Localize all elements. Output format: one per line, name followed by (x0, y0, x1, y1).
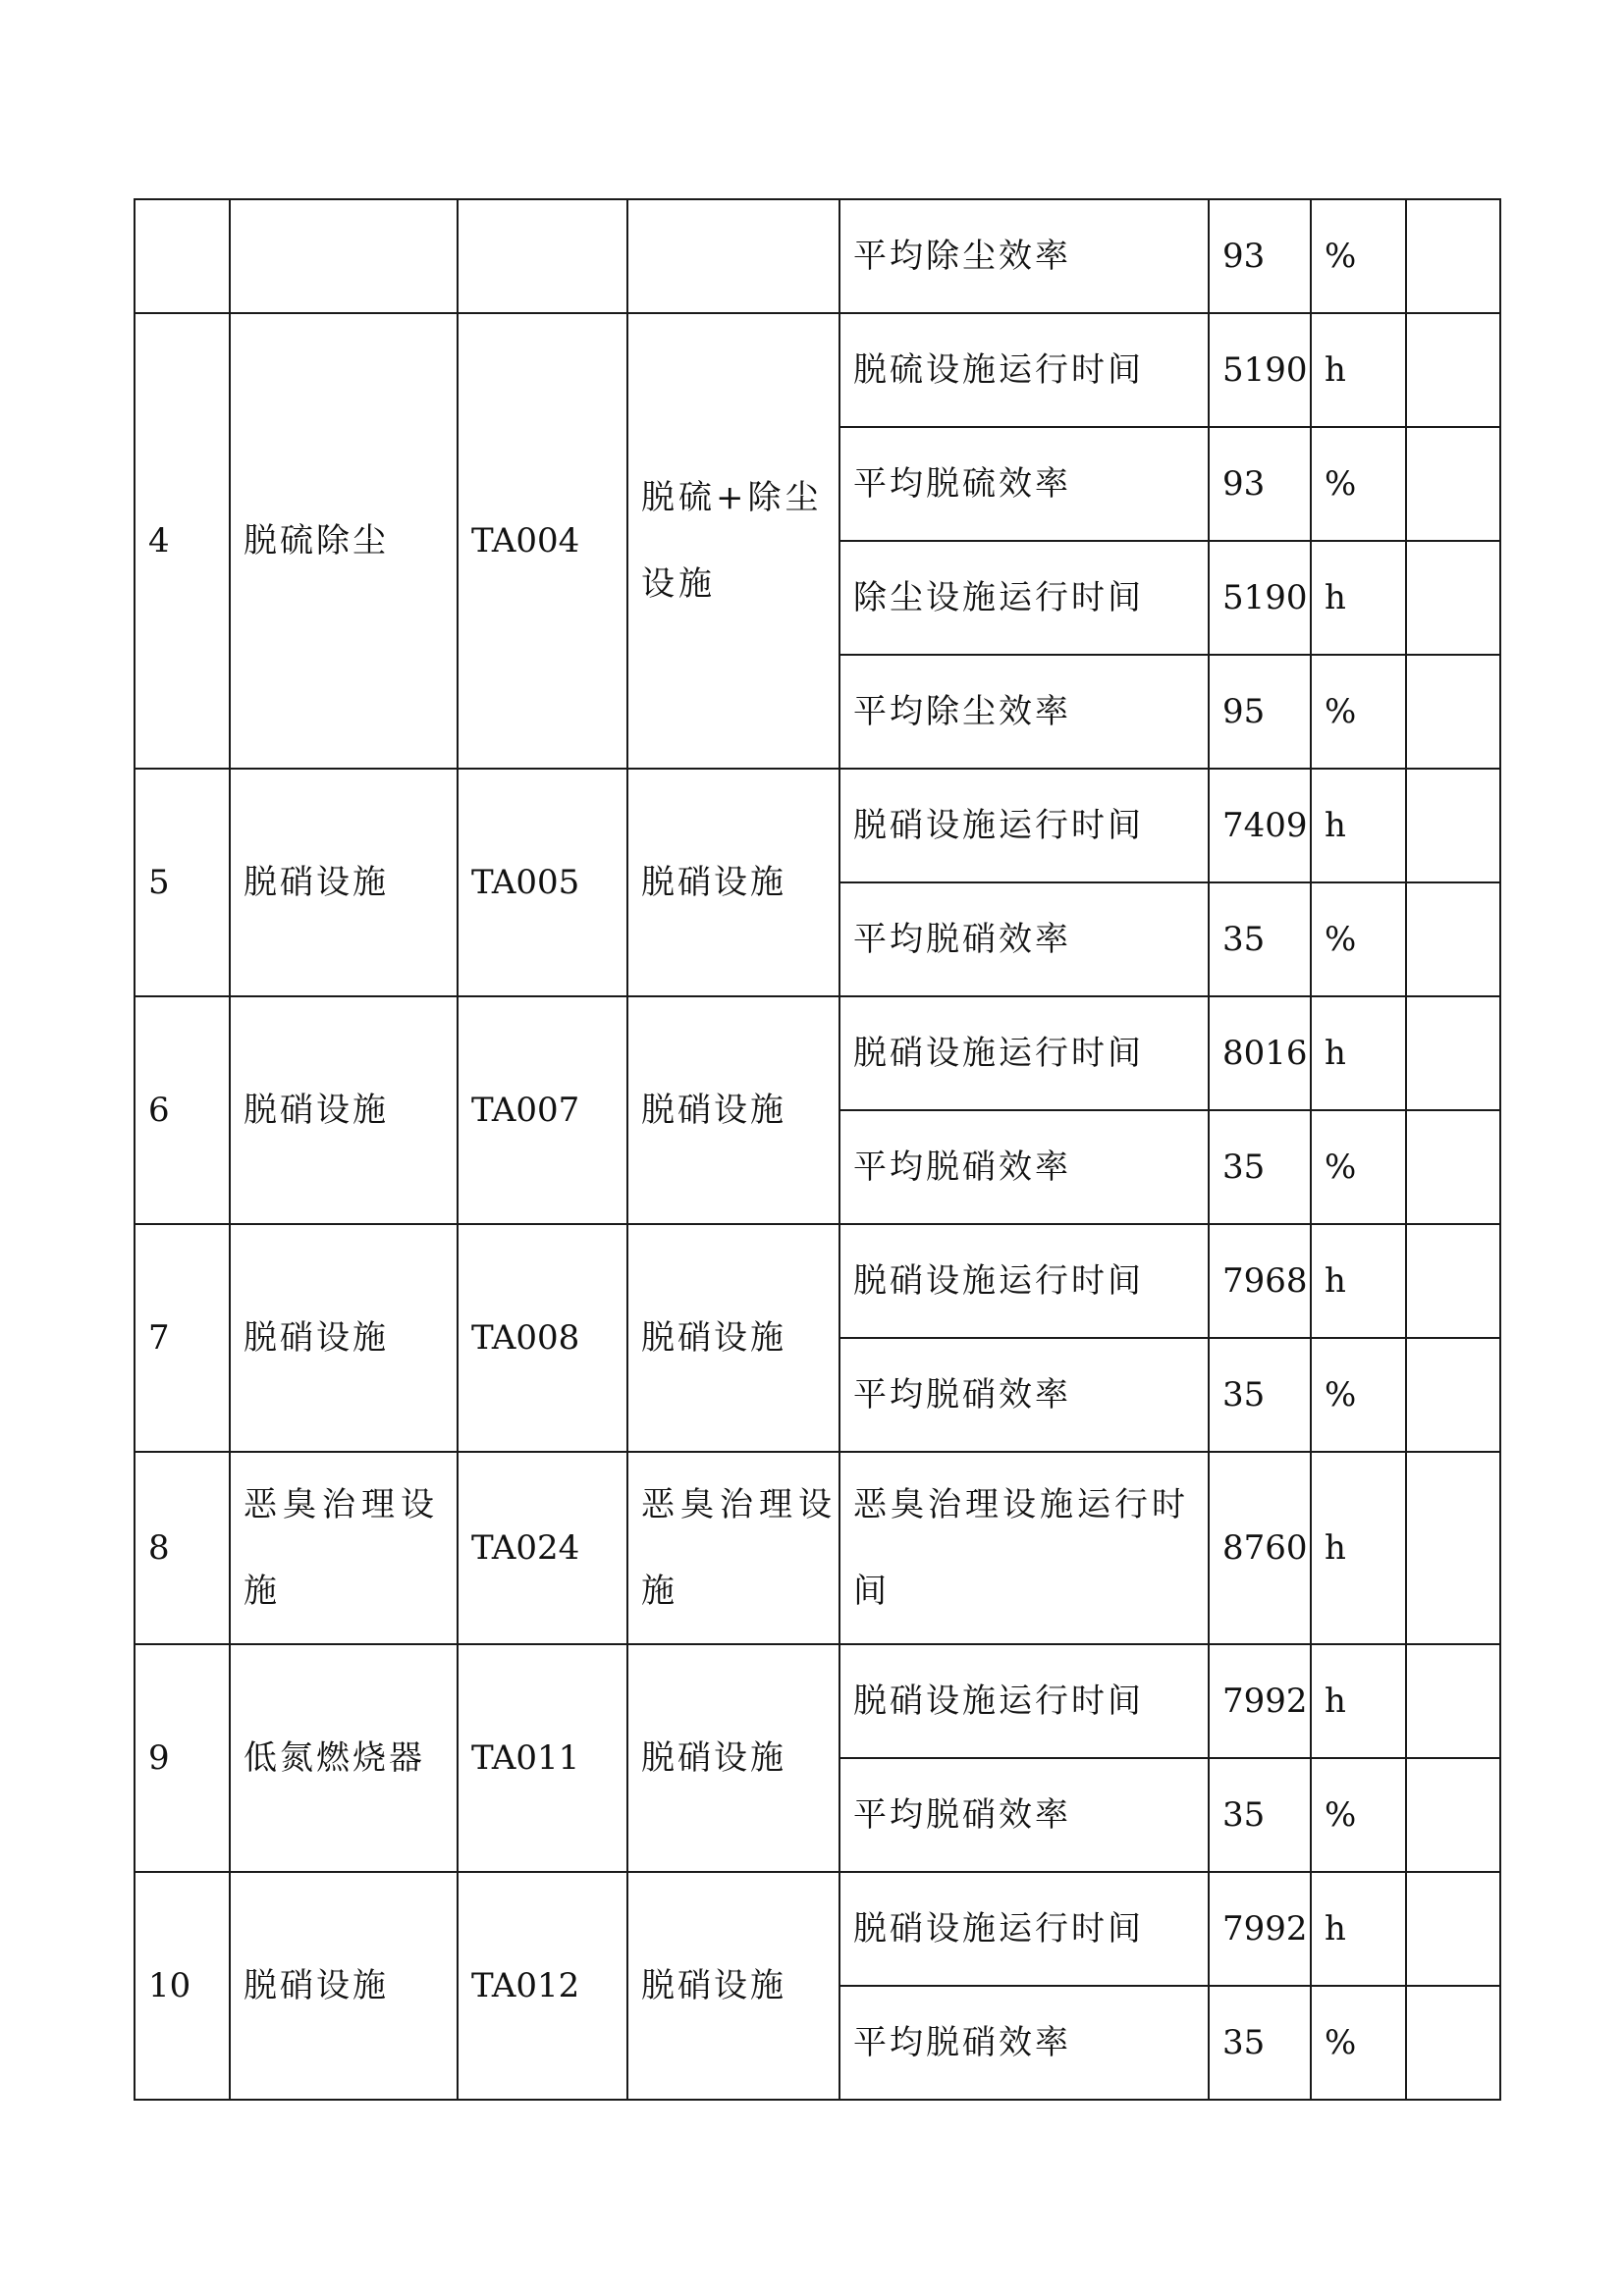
param-unit-cell: % (1311, 655, 1406, 769)
param-unit-cell: h (1311, 1644, 1406, 1758)
facility-type-cell: 脱硝设施 (627, 1224, 839, 1452)
param-value-cell: 8016 (1209, 996, 1311, 1110)
param-note-cell (1406, 1986, 1500, 2100)
row-number-cell: 6 (135, 996, 230, 1224)
param-note-cell (1406, 1110, 1500, 1224)
param-name-cell: 平均除尘效率 (839, 655, 1209, 769)
param-note-cell (1406, 1452, 1500, 1644)
facility-code-cell (458, 199, 627, 313)
facility-name-cell: 脱硝设施 (230, 769, 458, 996)
table-row (135, 996, 1500, 1110)
param-name-cell: 脱硝设施运行时间 (839, 996, 1209, 1110)
facility-code-cell: TA005 (458, 769, 627, 996)
param-unit-cell: h (1311, 1452, 1406, 1644)
param-name-cell: 平均脱硝效率 (839, 882, 1209, 996)
facility-type-cell: 脱硝设施 (627, 769, 839, 996)
facility-type-cell: 恶臭治理设施 (627, 1452, 839, 1644)
param-value-cell: 93 (1209, 427, 1311, 541)
table-row (135, 1644, 1500, 1758)
param-value-cell: 35 (1209, 1758, 1311, 1872)
param-name-cell: 脱硝设施运行时间 (839, 1872, 1209, 1986)
param-name-cell: 平均脱硫效率 (839, 427, 1209, 541)
param-value-cell: 95 (1209, 655, 1311, 769)
param-value-cell: 5190 (1209, 541, 1311, 655)
facility-name-cell: 脱硫除尘 (230, 313, 458, 769)
param-unit-cell: h (1311, 769, 1406, 882)
facility-code-cell: TA007 (458, 996, 627, 1224)
param-unit-cell: % (1311, 199, 1406, 313)
row-number-cell: 10 (135, 1872, 230, 2100)
param-value-cell: 8760 (1209, 1452, 1311, 1644)
facility-code-cell: TA012 (458, 1872, 627, 2100)
facility-parameter-table (134, 198, 1501, 2101)
table-row (135, 1224, 1500, 1338)
param-note-cell (1406, 769, 1500, 882)
facility-name-cell: 脱硝设施 (230, 1872, 458, 2100)
param-note-cell (1406, 541, 1500, 655)
param-note-cell (1406, 1872, 1500, 1986)
facility-name-cell (230, 199, 458, 313)
row-number-cell: 8 (135, 1452, 230, 1644)
param-value-cell: 7992 (1209, 1644, 1311, 1758)
param-value-cell: 35 (1209, 882, 1311, 996)
param-name-cell: 平均除尘效率 (839, 199, 1209, 313)
param-unit-cell: % (1311, 1110, 1406, 1224)
facility-type-cell: 脱硝设施 (627, 996, 839, 1224)
param-value-cell: 7409 (1209, 769, 1311, 882)
facility-code-cell: TA024 (458, 1452, 627, 1644)
facility-name-cell: 脱硝设施 (230, 996, 458, 1224)
param-unit-cell: % (1311, 427, 1406, 541)
param-value-cell: 93 (1209, 199, 1311, 313)
param-note-cell (1406, 199, 1500, 313)
param-unit-cell: % (1311, 1338, 1406, 1452)
param-note-cell (1406, 313, 1500, 427)
facility-name-cell: 脱硝设施 (230, 1224, 458, 1452)
param-note-cell (1406, 1644, 1500, 1758)
facility-code-cell: TA011 (458, 1644, 627, 1872)
param-value-cell: 7992 (1209, 1872, 1311, 1986)
param-name-cell: 平均脱硝效率 (839, 1338, 1209, 1452)
row-number-cell: 7 (135, 1224, 230, 1452)
param-name-cell: 平均脱硝效率 (839, 1986, 1209, 2100)
param-name-cell: 脱硫设施运行时间 (839, 313, 1209, 427)
param-note-cell (1406, 1338, 1500, 1452)
param-unit-cell: % (1311, 882, 1406, 996)
table-row (135, 769, 1500, 882)
param-unit-cell: h (1311, 1872, 1406, 1986)
param-value-cell: 35 (1209, 1338, 1311, 1452)
param-name-cell: 平均脱硝效率 (839, 1110, 1209, 1224)
facility-code-cell: TA004 (458, 313, 627, 769)
param-note-cell (1406, 655, 1500, 769)
facility-name-cell: 低氮燃烧器 (230, 1644, 458, 1872)
param-name-cell: 脱硝设施运行时间 (839, 1644, 1209, 1758)
param-note-cell (1406, 1224, 1500, 1338)
param-name-cell: 恶臭治理设施运行时间 (839, 1452, 1209, 1644)
param-name-cell: 除尘设施运行时间 (839, 541, 1209, 655)
facility-type-cell (627, 199, 839, 313)
table-row (135, 1872, 1500, 1986)
param-name-cell: 平均脱硝效率 (839, 1758, 1209, 1872)
param-note-cell (1406, 996, 1500, 1110)
row-number-cell: 4 (135, 313, 230, 769)
param-unit-cell: % (1311, 1986, 1406, 2100)
param-name-cell: 脱硝设施运行时间 (839, 1224, 1209, 1338)
param-unit-cell: % (1311, 1758, 1406, 1872)
param-name-cell: 脱硝设施运行时间 (839, 769, 1209, 882)
param-unit-cell: h (1311, 541, 1406, 655)
row-number-cell: 9 (135, 1644, 230, 1872)
table-row (135, 313, 1500, 427)
param-value-cell: 7968 (1209, 1224, 1311, 1338)
param-note-cell (1406, 882, 1500, 996)
facility-name-cell: 恶臭治理设施 (230, 1452, 458, 1644)
table-row (135, 199, 1500, 313)
facility-type-cell: 脱硫+除尘设施 (627, 313, 839, 769)
param-unit-cell: h (1311, 1224, 1406, 1338)
param-value-cell: 35 (1209, 1986, 1311, 2100)
param-value-cell: 35 (1209, 1110, 1311, 1224)
param-note-cell (1406, 427, 1500, 541)
param-note-cell (1406, 1758, 1500, 1872)
param-value-cell: 5190 (1209, 313, 1311, 427)
facility-code-cell: TA008 (458, 1224, 627, 1452)
facility-type-cell: 脱硝设施 (627, 1644, 839, 1872)
table-row (135, 1452, 1500, 1644)
param-unit-cell: h (1311, 996, 1406, 1110)
facility-type-cell: 脱硝设施 (627, 1872, 839, 2100)
row-number-cell: 5 (135, 769, 230, 996)
param-unit-cell: h (1311, 313, 1406, 427)
row-number-cell (135, 199, 230, 313)
